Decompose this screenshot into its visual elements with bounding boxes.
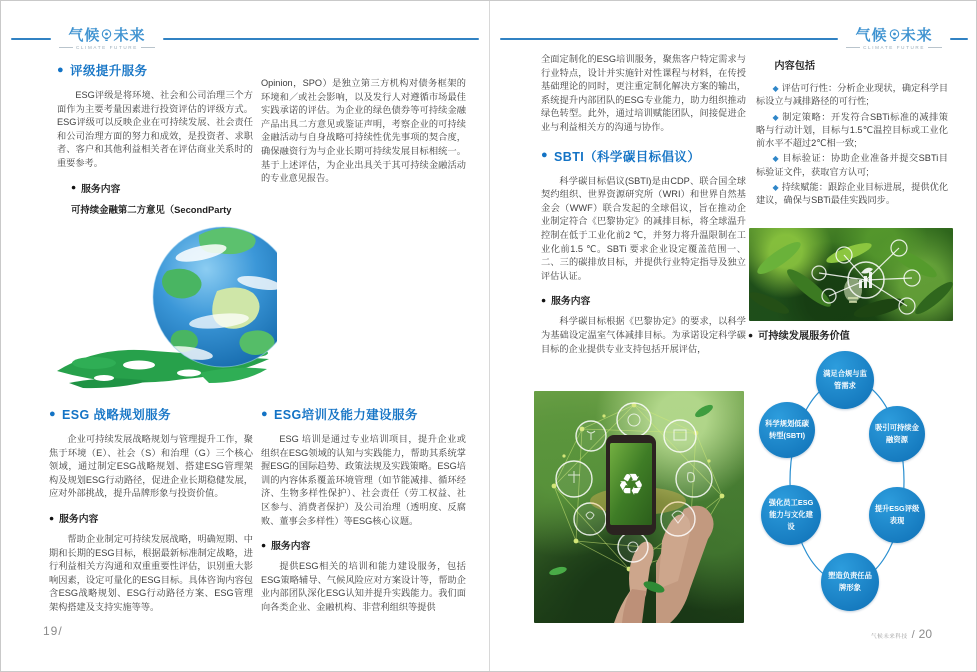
section-title-text: SBTI（科学碳目标倡议） bbox=[554, 149, 701, 164]
value-circle-brand: 塑造负责任品牌形象 bbox=[821, 553, 879, 611]
training-section bbox=[261, 405, 466, 623]
logo-text-left: 气候 bbox=[68, 27, 101, 44]
value-circle-compliance: 满足合规与监管需求 bbox=[816, 351, 874, 409]
section-bullet-icon: ● bbox=[49, 407, 57, 420]
includes-item bbox=[756, 152, 948, 179]
includes-item bbox=[756, 111, 948, 151]
value-heading bbox=[748, 327, 850, 342]
service-bullet-icon: ● bbox=[748, 329, 754, 340]
value-circle-culture: 强化员工ESG能力与文化建设 bbox=[761, 485, 821, 545]
phone-recycle-illustration bbox=[534, 391, 744, 623]
includes-heading: 内容包括 bbox=[774, 61, 816, 72]
brand-logo-text bbox=[68, 28, 145, 43]
logo-subtitle: CLIMATE FUTURE bbox=[59, 45, 155, 50]
page-20 bbox=[490, 1, 977, 672]
logo-text-left: 气候 bbox=[855, 27, 888, 44]
page-left-header bbox=[11, 23, 479, 55]
rating-paragraph: ESG评级是将环境、社会和公司治理三个方面作为主要考量因素进行投资评估的评级方式。ESG评级可以反映企业在可持续发展、社会责任和公司治理方面的努力和成效，是投资者、求职者、客户和其他利益相关者在评估商业关系时的重要参考。 bbox=[57, 90, 253, 168]
header-line bbox=[11, 38, 51, 40]
includes-item-text: 目标验证：协助企业准备并提交SBTi目标验证文件，获取官方认可; bbox=[756, 153, 948, 177]
service-content-heading bbox=[541, 293, 746, 307]
page-gutter-divider bbox=[489, 1, 490, 672]
service-bullet-icon: ● bbox=[261, 539, 267, 550]
diamond-icon: ◆ bbox=[772, 183, 779, 193]
second-party-line: 可持续金融第二方意见（SecondParty bbox=[71, 203, 232, 215]
sbti-service-paragraph: 科学碳目标根据《巴黎协定》的要求，以科学为基础设定温室气体减排目标。为承诺设定科学碳目标的企业提供专业支持包括开展评估， bbox=[541, 316, 746, 354]
service-content-heading bbox=[71, 181, 253, 195]
value-circle-finance: 吸引可持续金融资源 bbox=[869, 406, 925, 462]
includes-item-text: 制定策略：开发符合SBTi标准的减排策略与行动计划，目标与1.5℃温控目标或工业化前水平不超过2℃相一致; bbox=[756, 111, 948, 149]
sbti-section-title bbox=[541, 147, 746, 165]
center-chart-glyph bbox=[859, 268, 873, 288]
service-bullet-icon: ● bbox=[49, 512, 55, 523]
service-heading-text: 服务内容 bbox=[59, 513, 99, 525]
strategy-section-title bbox=[49, 405, 253, 423]
service-bullet-icon: ● bbox=[541, 295, 547, 306]
header-line bbox=[163, 38, 479, 40]
custom-training-paragraph: 全面定制化的ESG培训服务，聚焦客户特定需求与行业特点，设计并实施针对性课程与材料，在传授基础理论的同时，更注重定制化解决方案的输出，系统提升内部团队的ESG专业能力，助力组织推动绿色转型。此外，通过培训赋能团队，间接促进企业与利益相关方的沟通与协作。 bbox=[541, 54, 746, 132]
logo-text-right: 未来 bbox=[113, 27, 146, 44]
sbti-section bbox=[541, 53, 746, 364]
recycle-icon: ♻ bbox=[617, 469, 645, 502]
strategy-service-paragraph: 帮助企业制定可持续发展战略，明确短期、中期和长期的ESG目标，根据最新标准制定战略，进行利益相关方沟通和双重重要性评估，识别重大影响因素，设定可量化的ESG目标。具体咨询内容包含ESG战略规划、ESG行动路径方案、ESG管理架构搭建及支持实施等等。 bbox=[49, 533, 253, 612]
value-circle-rating: 提升ESG评级表现 bbox=[869, 487, 925, 543]
includes-section bbox=[756, 57, 948, 210]
brand-logo bbox=[846, 28, 942, 50]
earth-illustration bbox=[49, 213, 277, 401]
green-plants-illustration bbox=[749, 228, 953, 321]
value-heading-text: 可持续发展服务价值 bbox=[758, 331, 850, 342]
service-heading-text: 服务内容 bbox=[81, 183, 121, 195]
header-line bbox=[950, 38, 968, 40]
page-footer-right bbox=[871, 627, 932, 641]
bulb-icon bbox=[889, 29, 900, 43]
service-content-heading bbox=[261, 538, 466, 552]
strategy-paragraph: 企业可持续发展战略规划与管理提升工作，聚焦于环境（E）、社会（S）和治理（G）三个核心领域，通过制定ESG战略规划、搭建ESG管理架构及规划ESG行动路径，促进企业长期稳健发展，应对外部挑战，提升品牌形象与投资价值。 bbox=[49, 434, 253, 499]
spo-paragraph: Opinion，SPO）是独立第三方机构对债务框架的环境和／或社会影响，以及发行人对遵循市场最佳实践承诺的评估。为企业的绿色债券等可持续金融产品出具二方意见或鉴证声明，考察企业的可持续金融活动与自身战略可持续性优先事项的契合度，确保融资行为与企业长期可持续发展目标相统一。基于上述评估，为企业出具关于其可持续金融活动的专业意见报告。 bbox=[261, 78, 466, 184]
service-heading-text: 服务内容 bbox=[271, 541, 311, 553]
value-circle-sbti: 科学规划低碳转型(SBTI) bbox=[759, 402, 815, 458]
section-title-text: ESG培训及能力建设服务 bbox=[274, 408, 418, 422]
includes-item bbox=[756, 181, 948, 208]
sbti-paragraph: 科学碳目标倡议(SBTI)是由CDP、联合国全球契约组织、世界资源研究所（WRI）和世界自然基金会（WWF）联合发起的全球倡议，旨在推动企业制定符合《巴黎协定》的减排目标，将全球温升控制在低于工业化前2 ℃，并努力将升温限制在工业化前1.5 ℃。SBTi 要求企业设定覆盖范围一、二、三的碳排放目标，并提供行业特定指导及独立评估认证。 bbox=[541, 175, 746, 281]
logo-subtitle: CLIMATE FUTURE bbox=[846, 45, 942, 50]
strategy-section bbox=[49, 405, 253, 623]
diamond-icon: ◆ bbox=[772, 112, 780, 122]
training-section-title bbox=[261, 405, 466, 423]
diamond-icon: ◆ bbox=[772, 84, 779, 93]
section-title-text: ESG 战略规划服务 bbox=[62, 408, 171, 422]
includes-item-text: 评估可行性：分析企业现状，确定科学目标设立与减排路径的可行性; bbox=[756, 83, 949, 107]
training-service-paragraph: 提供ESG相关的培训和能力建设服务，包括ESG策略辅导、气候风险应对方案设计等，帮助企业内部团队深化ESG认知并提升实践能力。我们面向各类企业、金融机构、非营利组织等提供 bbox=[261, 561, 466, 612]
logo-text-right: 未来 bbox=[900, 27, 933, 44]
section-bullet-icon: ● bbox=[57, 63, 65, 76]
spo-continuation bbox=[261, 77, 466, 194]
footer-brand: 气候未来科技 bbox=[871, 634, 908, 640]
brand-logo bbox=[59, 28, 155, 50]
diamond-icon: ◆ bbox=[772, 154, 780, 164]
brand-logo-text bbox=[856, 28, 933, 43]
header-line bbox=[500, 38, 838, 40]
page-number-right: 20 bbox=[918, 627, 932, 641]
training-paragraph: ESG 培训是通过专业培训项目，提升企业或组织在ESG领域的认知与实践能力，帮助其系统掌握ESG的国际趋势、政策法规及实践策略。ESG培训的内容体系覆盖环境管理（如节能减排、循环经济、生物多样性保护）、社会责任（劳工权益、社区参与、消费者保护）及公司治理（透明度、反腐败、董事会多样性）等ESG核心议题。 bbox=[261, 434, 466, 526]
service-bullet-icon: ● bbox=[71, 182, 77, 193]
footer-slash: / bbox=[911, 629, 915, 641]
page-19 bbox=[1, 1, 489, 672]
section-bullet-icon: ● bbox=[541, 149, 549, 162]
service-content-heading bbox=[49, 511, 253, 525]
section-title-text: 评级提升服务 bbox=[70, 64, 148, 78]
rating-section-title bbox=[57, 61, 253, 79]
bulb-icon bbox=[101, 29, 112, 43]
includes-item bbox=[756, 82, 948, 109]
smartphone bbox=[606, 435, 656, 535]
value-cycle-diagram bbox=[746, 349, 958, 617]
page-number-left: 19/ bbox=[43, 624, 63, 638]
rating-section bbox=[57, 61, 253, 216]
page-right-header bbox=[500, 23, 968, 55]
service-heading-text: 服务内容 bbox=[551, 296, 591, 308]
includes-item-text: 持续赋能：跟踪企业目标进展，提供优化建议，确保与SBTi最佳实践同步。 bbox=[756, 182, 949, 206]
section-bullet-icon: ● bbox=[261, 407, 269, 420]
